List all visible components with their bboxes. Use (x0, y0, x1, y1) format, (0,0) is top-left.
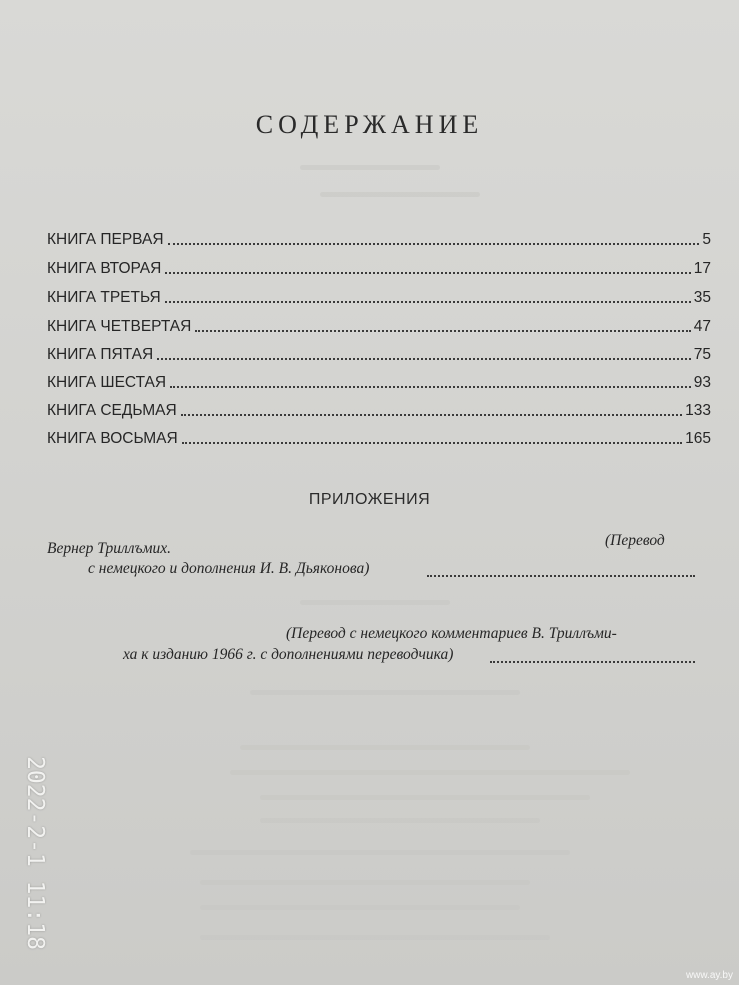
toc-page-number: 133 (685, 402, 711, 419)
appendix-note-start: (Перевод (605, 532, 665, 549)
page-title: СОДЕРЖАНИЕ (255, 110, 484, 139)
toc-label: КНИГА ВОСЬМАЯ (47, 430, 178, 447)
toc-row (47, 285, 711, 307)
appendix-heading: ПРИЛОЖЕНИЯ (308, 491, 431, 508)
toc-row (47, 314, 711, 336)
toc-label: КНИГА ВТОРАЯ (47, 260, 162, 277)
dot-leader (490, 661, 695, 663)
toc-row (47, 342, 711, 364)
toc-page-number: 93 (693, 374, 711, 391)
appendix-note-rest: с немецкого и дополнения И. В. Дьяконова) (88, 560, 370, 577)
toc-row (47, 426, 711, 448)
toc-row (47, 370, 711, 392)
appendix-note-line2: ха к изданию 1966 г. с дополнениями переводчика) (123, 646, 454, 663)
dot-leader (165, 272, 690, 274)
appendix-author: Вернер Триллъмих. (47, 540, 171, 557)
toc-label: КНИГА ПЯТАЯ (47, 346, 154, 363)
dot-leader (427, 575, 695, 577)
toc-page-number: 5 (702, 231, 711, 248)
dot-leader (182, 442, 682, 444)
toc-label: КНИГА ТРЕТЬЯ (47, 289, 161, 306)
dot-leader (195, 330, 690, 332)
dot-leader (168, 243, 700, 245)
toc-page-number: 17 (693, 260, 711, 277)
toc-page-number: 35 (693, 289, 711, 306)
toc-label: КНИГА ПЕРВАЯ (47, 231, 164, 248)
toc-row (47, 398, 711, 420)
appendix-note-line1: (Перевод с немецкого комментариев В. Триллъми- (286, 625, 617, 642)
toc-row (47, 227, 711, 249)
toc-page-number: 47 (693, 318, 711, 335)
toc-label: КНИГА СЕДЬМАЯ (47, 402, 177, 419)
toc-label: КНИГА ШЕСТАЯ (47, 374, 167, 391)
photo-timestamp: 2022-2-1 11:18 (22, 755, 48, 950)
dot-leader (181, 414, 682, 416)
toc-page-number: 75 (693, 346, 711, 363)
toc-row (47, 256, 711, 278)
toc-label: КНИГА ЧЕТВЕРТАЯ (47, 318, 192, 335)
toc-page-number: 165 (685, 430, 711, 447)
watermark: www.ay.by (685, 970, 733, 981)
dot-leader (165, 301, 691, 303)
dot-leader (170, 386, 691, 388)
dot-leader (157, 358, 691, 360)
